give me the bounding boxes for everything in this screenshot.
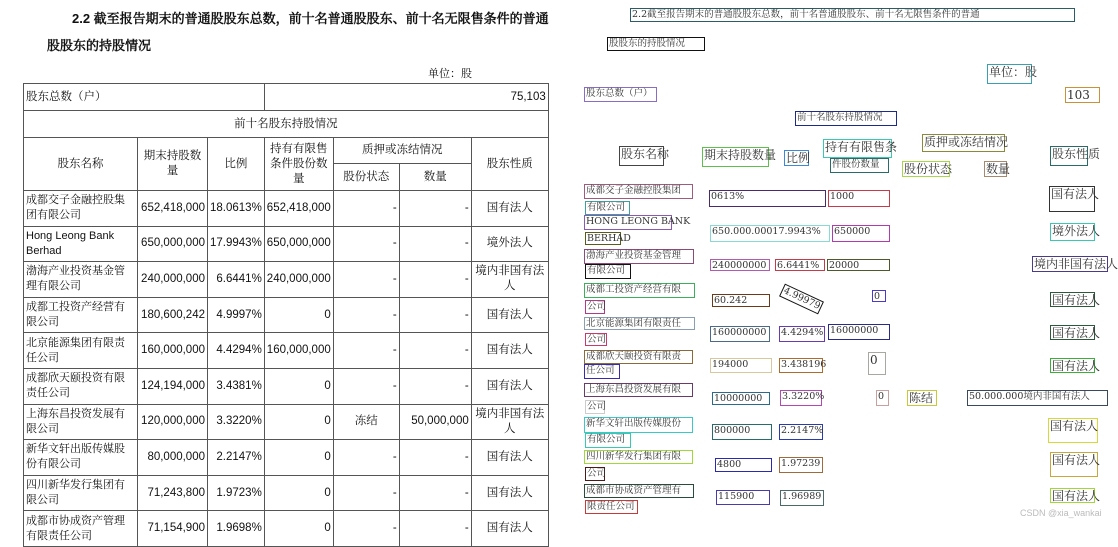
ocr-text-box: 1.96989 — [780, 490, 824, 506]
table-row — [24, 404, 549, 440]
ocr-text-box: 国有法人 — [1052, 293, 1101, 307]
ocr-text-box: 1.97239 — [779, 457, 823, 473]
ocr-text-box: 股东性质 — [1050, 146, 1088, 166]
header-name: 股东名称 — [24, 138, 138, 191]
cell-restricted: 0 — [264, 368, 333, 404]
cell-nature: 国有法人 — [471, 511, 548, 547]
section-header: 前十名股东持股情况 — [24, 111, 549, 138]
ocr-text-box: 比例 — [786, 151, 811, 165]
ocr-text-box: 0 — [876, 390, 889, 406]
ocr-text-box: 2.2147% — [779, 424, 823, 440]
ocr-text-box: 有限公司 — [585, 433, 631, 448]
ocr-text-box: 限责任公司 — [585, 500, 638, 514]
total-value: 75,103 — [264, 84, 548, 111]
cell-ratio: 4.4294% — [208, 333, 265, 369]
ocr-text-box: 0 — [872, 290, 886, 302]
cell-restricted: 0 — [264, 440, 333, 476]
ocr-text-box: 新华文轩出版传媒股份 — [584, 417, 693, 433]
ocr-text-box: 股份状态 — [904, 162, 953, 176]
cell-nature: 国有法人 — [471, 440, 548, 476]
ocr-text-box: 件股份数量 — [830, 158, 889, 173]
ocr-text-box: 陈结 — [907, 390, 937, 406]
ocr-text-box: 期末持股数量 — [702, 147, 769, 167]
table-row — [24, 262, 549, 298]
ocr-text-box: 115900 — [716, 490, 770, 505]
cell-status: - — [333, 297, 399, 333]
ocr-text-box: 公司 — [587, 301, 607, 312]
cell-ratio: 2.2147% — [208, 440, 265, 476]
cell-shares: 71,154,900 — [138, 511, 208, 547]
cell-status: - — [333, 440, 399, 476]
cell-qty: - — [399, 511, 471, 547]
ocr-text-box: 国有法人 — [1052, 359, 1101, 373]
header-pledge-status: 股份状态 — [333, 164, 399, 191]
ocr-text-box: 成都市协成资产管理有 — [584, 484, 694, 498]
cell-ratio: 18.0613% — [208, 191, 265, 227]
ocr-text-box: 240000000 — [710, 259, 770, 271]
cell-restricted: 650,000,000 — [264, 226, 333, 262]
cell-restricted: 652,418,000 — [264, 191, 333, 227]
ocr-text-box: 650000 — [832, 225, 890, 242]
cell-shares: 650,000,000 — [138, 226, 208, 262]
section-title-line2: 股股东的持股情况 — [47, 38, 152, 53]
ocr-text-box: 194000 — [710, 358, 772, 373]
cell-qty: - — [399, 262, 471, 298]
cell-name: 新华文轩出版传媒股份有限公司 — [24, 440, 138, 476]
cell-ratio: 3.4381% — [208, 368, 265, 404]
cell-name: 成都工投资产经营有限公司 — [24, 297, 138, 333]
ocr-text-box: 0613% — [709, 190, 826, 207]
ocr-text-box: 国有法人 — [1048, 418, 1098, 443]
cell-qty: - — [399, 368, 471, 404]
cell-shares: 124,194,000 — [138, 368, 208, 404]
header-pledge: 质押或冻结情况 — [333, 138, 471, 164]
ocr-text-box: 数量 — [986, 162, 1011, 176]
section-title-line1: 2.2 截至报告期末的普通股股东总数，前十名普通股股东、前十名无限售条件的普通 — [72, 11, 549, 26]
ocr-text-box: 持有有限售条 — [823, 139, 892, 158]
watermark: CSDN @xia_wankai — [1020, 508, 1102, 518]
ocr-text-box: 160000000 — [710, 326, 770, 342]
cell-qty: 50,000,000 — [399, 404, 471, 440]
ocr-text-box: 股东总数（户） — [584, 87, 657, 102]
ocr-text-box: 10000000 — [712, 392, 770, 405]
ocr-text-box: BERHAD — [587, 233, 631, 244]
ocr-text-box: 国有法人 — [1052, 489, 1101, 503]
cell-shares: 71,243,800 — [138, 475, 208, 511]
cell-status: 冻结 — [333, 404, 399, 440]
ocr-text-box: 境内非国有法人 — [1034, 257, 1118, 271]
cell-status: - — [333, 226, 399, 262]
ocr-text-box: HONG LEONG BANK — [584, 215, 672, 230]
ocr-text-box: 4800 — [715, 458, 772, 472]
ocr-text-box: 有限公司 — [585, 264, 631, 279]
cell-ratio: 1.9698% — [208, 511, 265, 547]
cell-status: - — [333, 333, 399, 369]
cell-nature: 国有法人 — [471, 368, 548, 404]
cell-qty: - — [399, 297, 471, 333]
cell-nature: 境内非国有法人 — [471, 262, 548, 298]
ocr-text-box: 4.4294% — [779, 326, 825, 342]
ocr-text-box: 公司 — [587, 401, 607, 412]
cell-shares: 180,600,242 — [138, 297, 208, 333]
cell-ratio: 1.9723% — [208, 475, 265, 511]
ocr-text-box: 上海东昌投资发展有限 — [584, 383, 693, 397]
cell-ratio: 4.9997% — [208, 297, 265, 333]
cell-ratio: 3.3220% — [208, 404, 265, 440]
ocr-text-box: 北京能源集团有限责任 — [584, 317, 695, 330]
cell-qty: - — [399, 333, 471, 369]
ocr-text-box: 3.3220% — [780, 390, 822, 406]
cell-ratio: 6.6441% — [208, 262, 265, 298]
ocr-text-box: 国有法人 — [1049, 186, 1095, 212]
cell-status: - — [333, 511, 399, 547]
ocr-text-box: 四川新华发行集团有限 — [584, 450, 693, 464]
ocr-text-box: 60.242 — [712, 294, 770, 307]
ocr-text-box: 渤海产业投资基金管理 — [584, 249, 694, 264]
cell-name: 上海东昌投资发展有限公司 — [24, 404, 138, 440]
cell-restricted: 0 — [264, 297, 333, 333]
cell-qty: - — [399, 440, 471, 476]
ocr-text-box: 成都交子金融控股集团 — [584, 184, 693, 199]
cell-restricted: 0 — [264, 475, 333, 511]
table-row — [24, 226, 549, 262]
ocr-text-box: 3.438196 — [779, 358, 823, 373]
ocr-text-box: 650.000.00017.9943% — [710, 225, 830, 242]
header-ratio: 比例 — [208, 138, 265, 191]
table-row — [24, 333, 549, 369]
cell-shares: 120,000,000 — [138, 404, 208, 440]
cell-name: 成都欣天颐投资有限责任公司 — [24, 368, 138, 404]
cell-status: - — [333, 368, 399, 404]
ocr-text-box: 800000 — [712, 424, 772, 440]
ocr-text-box: 单位：股 — [987, 64, 1032, 84]
ocr-text-box: 103 — [1065, 87, 1100, 103]
cell-name: 北京能源集团有限责任公司 — [24, 333, 138, 369]
cell-qty: - — [399, 226, 471, 262]
cell-nature: 国有法人 — [471, 475, 548, 511]
ocr-text-box: 16000000 — [828, 324, 890, 340]
ocr-text-box: 境外法人 — [1050, 223, 1095, 241]
ocr-text-box: 1000 — [828, 190, 890, 207]
cell-restricted: 0 — [264, 511, 333, 547]
ocr-text-box: 任公司 — [584, 364, 620, 379]
table-row — [24, 440, 549, 476]
table-row — [24, 368, 549, 404]
cell-name: 渤海产业投资基金管理有限公司 — [24, 262, 138, 298]
table-row — [24, 511, 549, 547]
header-shares: 期末持股数量 — [138, 138, 208, 191]
cell-qty: - — [399, 475, 471, 511]
cell-status: - — [333, 262, 399, 298]
header-nature: 股东性质 — [471, 138, 548, 191]
cell-name: 四川新华发行集团有限公司 — [24, 475, 138, 511]
cell-qty: - — [399, 191, 471, 227]
cell-nature: 国有法人 — [471, 191, 548, 227]
cell-restricted: 160,000,000 — [264, 333, 333, 369]
cell-shares: 80,000,000 — [138, 440, 208, 476]
ocr-text-box: 4.99979 — [779, 284, 824, 315]
cell-name: 成都市协成资产管理有限责任公司 — [24, 511, 138, 547]
ocr-text-box: 2.2截至报告期末的普通股股东总数，前十名普通股股东、前十名无限售条件的普通 — [630, 8, 1075, 22]
ocr-text-box: 国有法人 — [1050, 452, 1098, 477]
cell-name: 成都交子金融控股集团有限公司 — [24, 191, 138, 227]
cell-nature: 国有法人 — [471, 333, 548, 369]
ocr-text-box: 质押或冻结情况 — [922, 134, 1005, 152]
ocr-text-box: 公司 — [587, 334, 607, 345]
ocr-text-box: 股东名称 — [619, 146, 664, 166]
ocr-text-box: 6.6441% — [775, 259, 825, 271]
shareholder-table — [23, 83, 549, 547]
cell-restricted: 0 — [264, 404, 333, 440]
ocr-text-box: 前十名股东持股情况 — [795, 111, 897, 126]
cell-shares: 160,000,000 — [138, 333, 208, 369]
header-pledge-qty: 数量 — [399, 164, 471, 191]
table-row — [24, 297, 549, 333]
cell-nature: 境内非国有法人 — [471, 404, 548, 440]
unit-label: 单位：股 — [428, 68, 472, 80]
cell-nature: 境外法人 — [471, 226, 548, 262]
cell-restricted: 240,000,000 — [264, 262, 333, 298]
cell-shares: 240,000,000 — [138, 262, 208, 298]
ocr-text-box: 国有法人 — [1052, 326, 1101, 340]
ocr-text-box: 股股东的持股情况 — [607, 37, 705, 51]
cell-status: - — [333, 191, 399, 227]
source-document-panel — [0, 0, 560, 542]
header-restricted: 持有有限售条件股份数量 — [264, 138, 333, 191]
ocr-text-box: 成都欣天颐投资有限责 — [584, 350, 693, 364]
table-row — [24, 475, 549, 511]
table-row — [24, 191, 549, 227]
cell-shares: 652,418,000 — [138, 191, 208, 227]
ocr-text-box: 50.000.000境内非国有法人 — [967, 390, 1108, 406]
cell-nature: 国有法人 — [471, 297, 548, 333]
total-label: 股东总数（户） — [24, 84, 265, 111]
ocr-text-box: 0 — [868, 352, 886, 375]
ocr-text-box: 公司 — [587, 468, 607, 479]
ocr-result-panel — [570, 0, 1118, 519]
cell-ratio: 17.9943% — [208, 226, 265, 262]
cell-status: - — [333, 475, 399, 511]
ocr-text-box: 20000 — [827, 259, 890, 271]
cell-name: Hong Leong Bank Berhad — [24, 226, 138, 262]
ocr-text-box: 有限公司 — [585, 201, 630, 215]
ocr-text-box: 成都工投资产经营有限 — [584, 283, 695, 298]
